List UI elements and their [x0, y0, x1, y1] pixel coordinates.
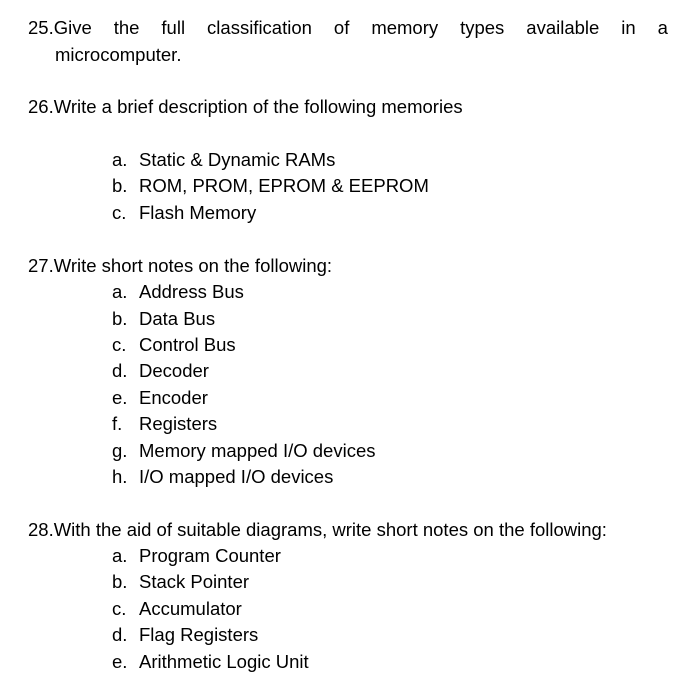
q25-word: a [657, 17, 668, 38]
list-item-letter: b. [112, 571, 128, 592]
q25-word: memory [371, 17, 439, 38]
list-item [112, 544, 281, 568]
q25-word: classification [207, 17, 312, 38]
q25-word: types [460, 17, 505, 38]
list-item-letter: c. [112, 202, 127, 223]
list-item [112, 359, 209, 383]
list-item-text: Decoder [139, 360, 209, 381]
list-item-letter: a. [112, 281, 128, 302]
q25-word: the [113, 17, 140, 38]
list-item-text: Flash Memory [139, 202, 257, 223]
list-item [112, 650, 309, 674]
list-item [112, 439, 375, 463]
list-item [112, 412, 217, 436]
list-item-letter: c. [112, 598, 127, 619]
list-item-letter: b. [112, 308, 128, 329]
q25-word: full [161, 17, 186, 38]
list-item-letter: h. [112, 466, 128, 487]
list-item [112, 597, 242, 621]
question-25-line-2: microcomputer. [55, 44, 182, 65]
q25-word: of [333, 17, 350, 38]
question-25-line-1 [28, 16, 668, 40]
list-item-letter: g. [112, 440, 128, 461]
list-item [112, 623, 258, 647]
list-item-text: ROM, PROM, EPROM & EEPROM [139, 175, 429, 196]
list-item-text: Control Bus [139, 334, 236, 355]
list-item [112, 174, 429, 198]
list-item-text: I/O mapped I/O devices [139, 466, 334, 487]
list-item [112, 148, 335, 172]
list-item-text: Static & Dynamic RAMs [139, 149, 336, 170]
list-item-text: Encoder [139, 387, 208, 408]
list-item-letter: a. [112, 545, 128, 566]
list-item-letter: f. [112, 413, 123, 434]
list-item-letter: b. [112, 175, 128, 196]
list-item-text: Program Counter [139, 545, 281, 566]
question-28-text: 28.With the aid of suitable diagrams, write short notes on the following: [28, 519, 607, 540]
list-item [112, 570, 249, 594]
list-item-text: Arithmetic Logic Unit [139, 651, 309, 672]
list-item-text: Registers [139, 413, 218, 434]
q25-word: in [621, 17, 636, 38]
list-item-text: Memory mapped I/O devices [139, 440, 376, 461]
list-item-letter: a. [112, 149, 128, 170]
list-item-text: Flag Registers [139, 624, 259, 645]
list-item-text: Accumulator [139, 598, 242, 619]
list-item-letter: d. [112, 360, 128, 381]
list-item-text: Data Bus [139, 308, 216, 329]
q25-word: 25.Give [28, 17, 92, 38]
list-item-letter: c. [112, 334, 127, 355]
list-item [112, 280, 244, 304]
list-item [112, 307, 215, 331]
list-item-letter: d. [112, 624, 128, 645]
list-item-text: Address Bus [139, 281, 244, 302]
q25-word: available [526, 17, 600, 38]
list-item [112, 201, 256, 225]
question-27-text: 27.Write short notes on the following: [28, 255, 333, 276]
list-item [112, 333, 236, 357]
list-item-text: Stack Pointer [139, 571, 250, 592]
list-item-letter: e. [112, 387, 128, 408]
question-26-text: 26.Write a brief description of the following memories [28, 96, 463, 117]
list-item [112, 465, 333, 489]
list-item-letter: e. [112, 651, 128, 672]
list-item [112, 386, 208, 410]
